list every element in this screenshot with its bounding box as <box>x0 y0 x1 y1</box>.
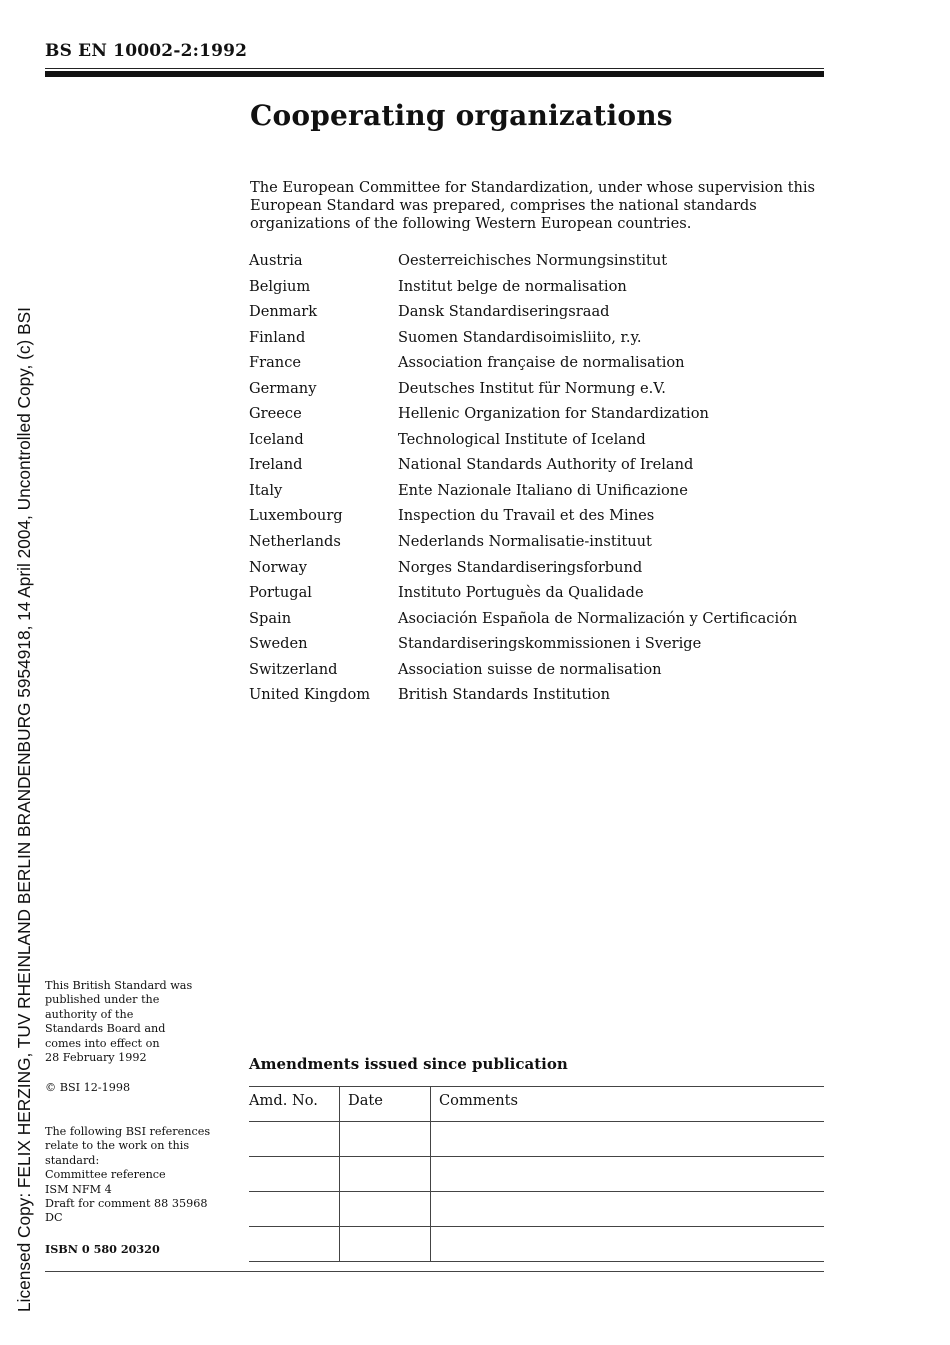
list-item <box>249 685 824 711</box>
isbn: ISBN 0 580 20320 <box>45 1242 160 1256</box>
header-rule-thick <box>45 71 824 77</box>
column-header-amd-no: Amd. No. <box>249 1087 340 1122</box>
list-item <box>249 583 824 609</box>
organization-name: British Standards Institution <box>398 686 611 704</box>
table-cell <box>249 1227 340 1262</box>
intro-paragraph: The European Committee for Standardization, under whose supervision this European Standard was prepared, comprises the national standards organizations of the following Western European countries. <box>250 179 816 232</box>
organization-name: Hellenic Organization for Standardization <box>398 405 709 423</box>
note-line: authority of the <box>45 1007 134 1021</box>
organization-name: Ente Nazionale Italiano di Unificazione <box>398 481 688 499</box>
country-name: France <box>249 354 302 372</box>
table-cell <box>249 1157 340 1192</box>
table-cell <box>340 1157 431 1192</box>
table-cell <box>431 1227 825 1262</box>
table-cell <box>340 1192 431 1227</box>
organization-name: Deutsches Institut für Normung e.V. <box>398 379 666 397</box>
organization-name: Institut belge de normalisation <box>398 277 627 295</box>
note-line: Committee reference <box>45 1168 166 1182</box>
country-name: Switzerland <box>249 660 338 678</box>
organization-name: Nederlands Normalisatie-instituut <box>398 533 652 551</box>
note-line: standard: <box>45 1153 100 1167</box>
list-item <box>249 532 824 558</box>
table-header-row <box>249 1087 824 1122</box>
table-row <box>249 1157 824 1192</box>
list-item <box>249 379 824 405</box>
organization-name: Technological Institute of Iceland <box>398 430 646 448</box>
list-item <box>249 277 824 303</box>
table-cell <box>431 1157 825 1192</box>
publication-note <box>45 979 220 1065</box>
list-item <box>249 558 824 584</box>
list-item <box>249 353 824 379</box>
table-cell <box>340 1227 431 1262</box>
organization-name: Suomen Standardisoimisliito, r.y. <box>398 328 642 346</box>
country-name: Iceland <box>249 430 304 448</box>
organization-list <box>249 251 824 711</box>
country-name: United Kingdom <box>249 686 371 704</box>
organization-name: Dansk Standardiseringsraad <box>398 303 610 321</box>
table-cell <box>249 1192 340 1227</box>
list-item <box>249 302 824 328</box>
organization-name: Instituto Portuguès da Qualidade <box>398 584 644 602</box>
table-cell <box>431 1122 825 1157</box>
bsi-references-note <box>45 1125 220 1226</box>
list-item <box>249 404 824 430</box>
column-header-comments: Comments <box>431 1087 825 1122</box>
country-name: Greece <box>249 405 302 423</box>
list-item <box>249 455 824 481</box>
organization-name: Standardiseringskommissionen i Sverige <box>398 635 702 653</box>
list-item <box>249 506 824 532</box>
organization-name: Inspection du Travail et des Mines <box>398 507 655 525</box>
country-name: Luxembourg <box>249 507 343 525</box>
country-name: Norway <box>249 558 307 576</box>
note-line: relate to the work on this <box>45 1139 190 1153</box>
note-line: comes into effect on <box>45 1036 160 1050</box>
note-line: published under the <box>45 993 160 1007</box>
list-item <box>249 251 824 277</box>
table-row <box>249 1122 824 1157</box>
license-watermark: Licensed Copy: FELIX HERZING, TUV RHEINLAND BERLIN BRANDENBURG 5954918, 14 April 2004, Uncontrolled Copy, (c) BSI <box>14 307 34 1312</box>
note-line: This British Standard was <box>45 979 193 992</box>
table-row <box>249 1192 824 1227</box>
note-line: Standards Board and <box>45 1022 166 1036</box>
country-name: Portugal <box>249 584 312 602</box>
table-cell <box>340 1122 431 1157</box>
note-line: The following BSI references <box>45 1125 211 1138</box>
note-line: 28 February 1992 <box>45 1051 147 1065</box>
list-item <box>249 481 824 507</box>
country-name: Finland <box>249 328 306 346</box>
copyright-note: © BSI 12-1998 <box>45 1081 131 1094</box>
header-rule-thin <box>45 68 824 69</box>
document-code: BS EN 10002-2:1992 <box>45 41 248 61</box>
country-name: Germany <box>249 379 317 397</box>
table-row <box>249 1227 824 1262</box>
country-name: Belgium <box>249 277 311 295</box>
country-name: Austria <box>249 252 303 269</box>
country-name: Denmark <box>249 303 318 321</box>
country-name: Italy <box>249 481 283 499</box>
footer-rule <box>45 1271 824 1272</box>
list-item <box>249 609 824 635</box>
country-name: Spain <box>249 609 292 627</box>
table-cell <box>431 1192 825 1227</box>
organization-name: National Standards Authority of Ireland <box>398 456 694 474</box>
organization-name: Association française de normalisation <box>398 354 685 372</box>
column-header-date: Date <box>340 1087 431 1122</box>
country-name: Netherlands <box>249 533 341 551</box>
list-item <box>249 634 824 660</box>
country-name: Sweden <box>249 635 308 653</box>
amendments-title: Amendments issued since publication <box>249 1055 568 1073</box>
organization-name: Oesterreichisches Normungsinstitut <box>398 252 668 269</box>
organization-name: Norges Standardiseringsforbund <box>398 558 643 576</box>
list-item <box>249 328 824 354</box>
list-item <box>249 660 824 686</box>
country-name: Ireland <box>249 456 303 474</box>
table-cell <box>249 1122 340 1157</box>
list-item <box>249 430 824 456</box>
amendments-table <box>249 1086 824 1262</box>
organization-name: Association suisse de normalisation <box>398 660 662 678</box>
page-title: Cooperating organizations <box>250 99 673 132</box>
note-line: ISM NFM 4 <box>45 1182 112 1196</box>
note-line: Draft for comment 88 35968 DC <box>45 1197 208 1225</box>
organization-name: Asociación Española de Normalización y Certificación <box>398 609 798 627</box>
